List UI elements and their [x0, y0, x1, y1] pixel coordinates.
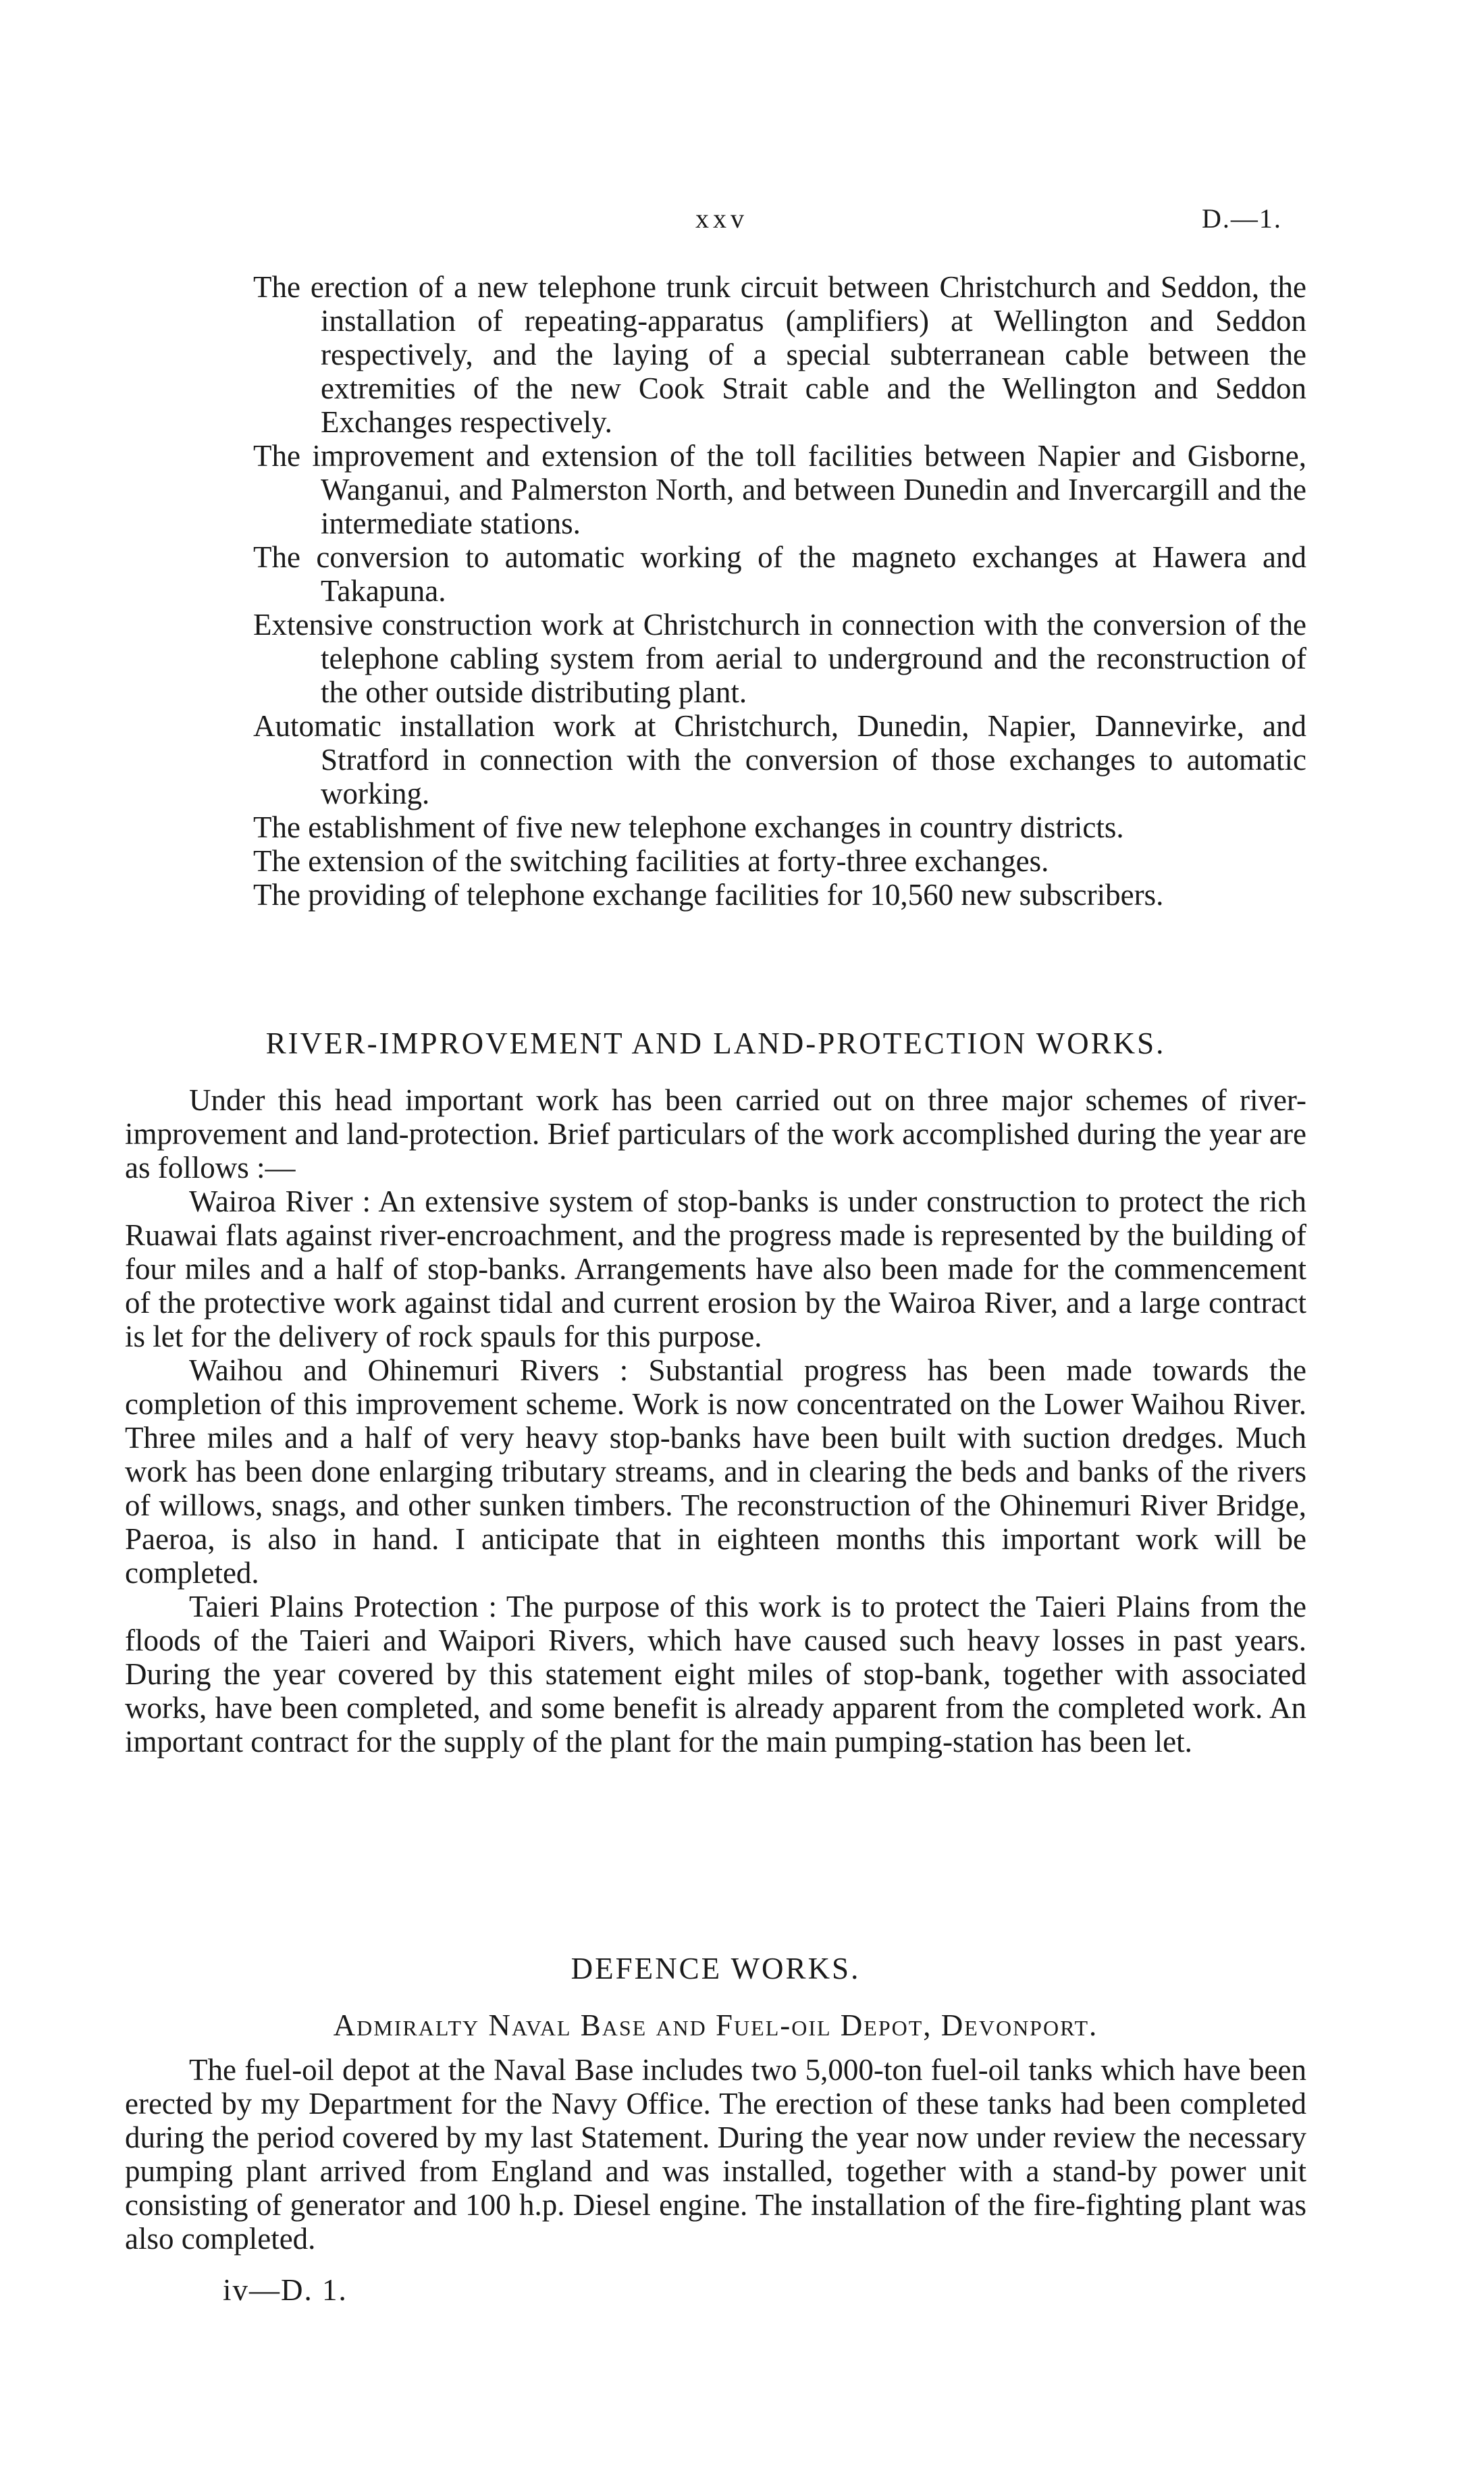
list-item: Extensive construction work at Christchurch in connection with the conversion of the telephone cabling system from aerial to underground and the reconstruction of the other outside distributing plant. — [253, 608, 1306, 709]
paragraph: Wairoa River : An extensive system of stop-banks is under construction to protect the rich Ruawai flats against river-encroachment, and the progress made is represented by the building of four miles and a half of stop-banks. Arrangements have also been made for the commencement of the protective work against tidal and current erosion by the Wairoa River, and a large contract is let for the delivery of rock spauls for this purpose. — [125, 1185, 1306, 1353]
list-item: The improvement and extension of the toll facilities between Napier and Gisborne, Wanganui, and Palmerston North, and between Dunedin and Invercargill and the intermediate stations. — [253, 439, 1306, 540]
section-heading: DEFENCE WORKS. — [571, 1952, 861, 1985]
list-item: Automatic installation work at Christchurch, Dunedin, Napier, Dannevirke, and Stratford in connection with the conversion of those exchanges to automatic working. — [253, 709, 1306, 810]
paragraph: Waihou and Ohinemuri Rivers : Substantial progress has been made towards the completion of this improvement scheme. Work is now concentrated on the Lower Waihou River. Three miles and a half of very heavy stop-banks have been built with suction dredges. Much work has been done enlarging tributary streams, and in clearing the beds and banks of the rivers of willows, snags, and other sunken timbers. The reconstruction of the Ohinemuri River Bridge, Paeroa, is also in hand. I anticipate that in eighteen months this important work will be completed. — [125, 1353, 1306, 1590]
list-item: The extension of the switching facilities at forty-three exchanges. — [253, 844, 1049, 878]
section-heading: RIVER-IMPROVEMENT AND LAND-PROTECTION WORKS. — [265, 1026, 1166, 1060]
document-reference: D.—1. — [1202, 203, 1282, 234]
telephone-works-list — [253, 270, 1306, 912]
list-item: The conversion to automatic working of the magneto exchanges at Hawera and Takapuna. — [253, 540, 1306, 608]
list-item: The erection of a new telephone trunk circuit between Christchurch and Seddon, the installation of repeating-apparatus (amplifiers) at Wellington and Seddon respectively, and the laying of a special subterranean cable between the extremities of the new Cook Strait cable and the Wellington and Seddon Exchanges respectively. — [253, 270, 1306, 439]
paragraph: Under this head important work has been carried out on three major schemes of river-improvement and land-protection. Brief particulars of the work accomplished during the year are as follows :— — [125, 1083, 1306, 1185]
paragraph: Taieri Plains Protection : The purpose of this work is to protect the Taieri Plains from the floods of the Taieri and Waipori Rivers, which have caused such heavy losses in past years. During the year covered by this statement eight miles of stop-bank, together with associated works, have been completed, and some benefit is already apparent from the completed work. An important contract for the supply of the plant for the main pumping-station has been let. — [125, 1590, 1306, 1759]
list-item: The providing of telephone exchange facilities for 10,560 new subscribers. — [253, 878, 1164, 912]
defence-works-section — [125, 1952, 1306, 2256]
subheading: Admiralty Naval Base and Fuel-oil Depot, Devonport. — [333, 2008, 1098, 2042]
river-improvement-section — [125, 1026, 1306, 1759]
signature-mark: iv—D. 1. — [223, 2273, 348, 2307]
list-item: The establishment of five new telephone exchanges in country districts. — [253, 810, 1124, 844]
page-number: xxv — [695, 203, 748, 234]
page-header — [0, 203, 1484, 243]
paragraph: The fuel-oil depot at the Naval Base includes two 5,000-ton fuel-oil tanks which have been erected by my Department for the Navy Office. The erection of these tanks had been completed during the period covered by my last Statement. During the year now under review the necessary pumping plant arrived from England and was installed, together with a stand-by power unit consisting of generator and 100 h.p. Diesel engine. The installation of the fire-fighting plant was also completed. — [125, 2053, 1306, 2256]
